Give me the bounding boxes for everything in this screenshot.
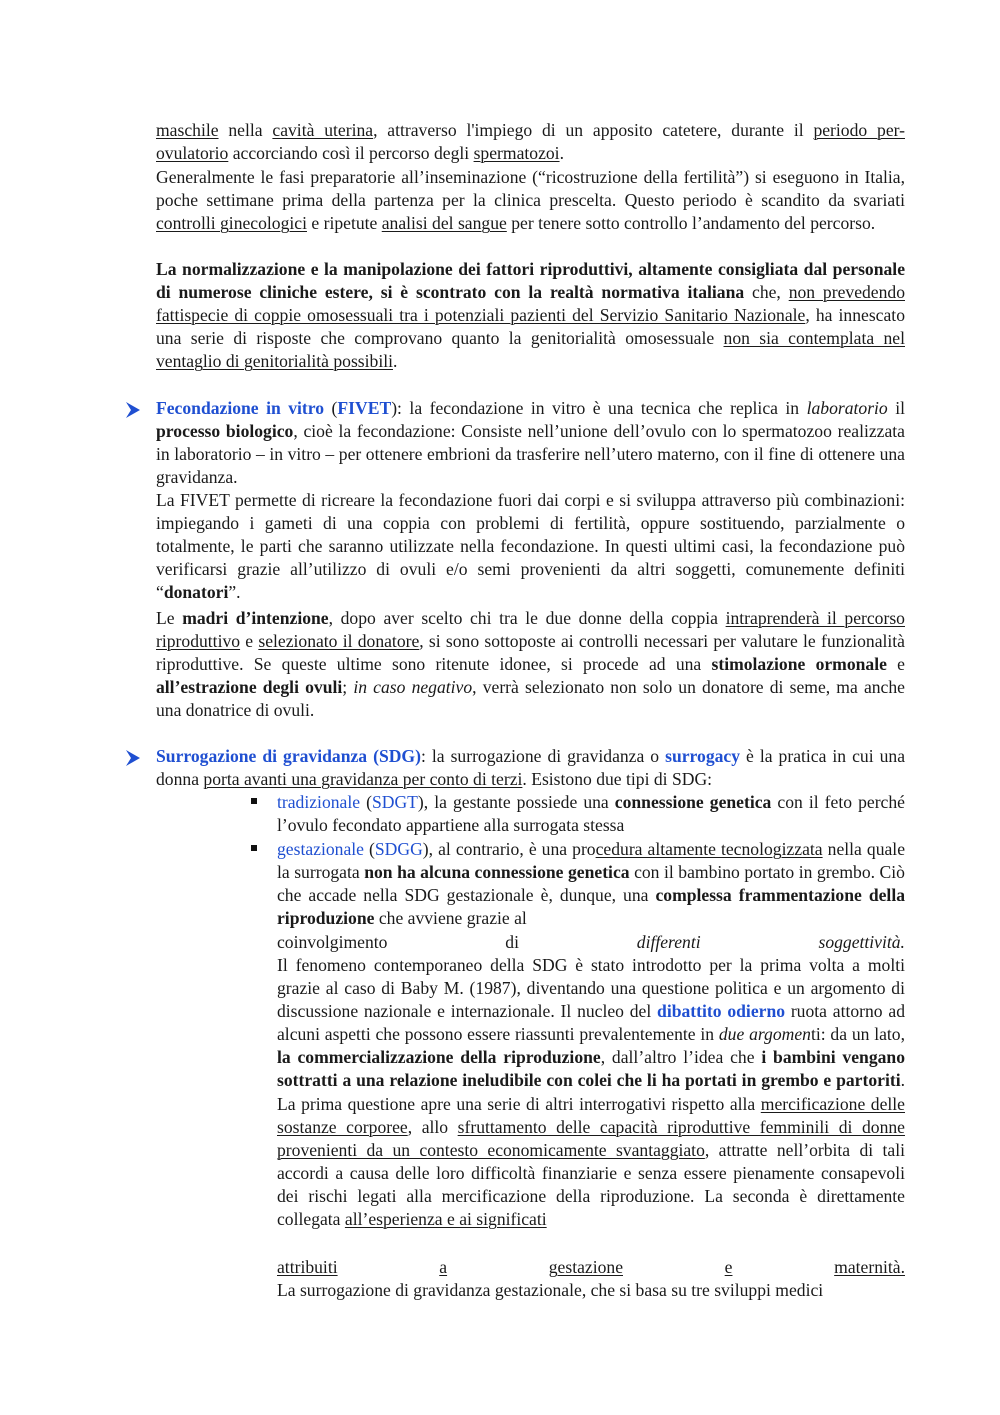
text-run: , cioè la fecondazione: Consiste nell’unione dell’ovulo con lo spermatozoo realizzata in laboratorio – in vitro – per ottenere embrioni da trasferire nell’utero materno, con il fine di ottenere una gravidanza. [156,421,905,488]
text-run: è la pratica in cui una donna [156,746,906,790]
text-run: e [240,631,259,652]
word: soggettività. [818,932,905,952]
text-run: . La prima questione apre una serie di altri interrogativi rispetto alla [277,1070,905,1114]
text-run: ruota attorno ad alcuni aspetti che possono essere riassunti prevalentemente in [277,1001,905,1045]
text-run: che avviene grazie al [374,908,527,929]
word: maternità. [834,1257,905,1277]
sdg-debate-paragraph [277,954,905,1231]
fivet-paragraph-3 [156,607,905,722]
text-run: all’estrazione degli ovuli [156,677,343,698]
fivet-paragraph-1 [156,397,905,489]
text-run: i bambini vengano sottratti a una relazione ineludibile con colei che li ha portati in grembo e partoriti [277,1047,905,1091]
text-run: ), al contrario, è una pro [422,839,596,859]
text-run: controlli ginecologici [156,213,307,234]
text-run: tradizionale [277,792,361,812]
intro-paragraph-3 [156,258,905,373]
text-run: ), la gestante possiede una [417,792,615,812]
text-run: con il bambino portato in grembo. Ciò che accade nella SDG gestazionale è, dunque, una [277,862,905,906]
text-run: periodo per-ovulatorio [156,120,905,164]
word: gestazione [548,1257,623,1277]
text-run: che, [744,282,789,303]
text-run: ( [324,398,338,418]
text-run: ( [360,792,372,812]
text-run: stimolazione ormonale [711,654,887,675]
text-run: , si sono sottoposte ai controlli necessari per valutare le funzionalità riproduttive. Se queste ultime sono ritenute idonee, si procede ad una [156,631,905,675]
fivet-paragraph-2 [156,489,905,604]
word: a [439,1257,448,1277]
text-run: gestazionale [277,839,364,859]
text-run: accorciando così il percorso degli [228,143,474,164]
text-run: analisi del sangue [381,213,507,234]
square-bullet-icon [251,798,257,804]
text-run: processo biologico [156,421,294,442]
text-run: e [886,654,905,675]
text-run: SDGT [371,792,418,812]
text-run: ): la fecondazione in vitro è una tecnica che replica in [391,398,807,418]
text-run: , verrà selezionato non solo un donatore di seme, ma anche una donatrice di ovuli. [156,677,905,721]
text-run: La FIVET permette di ricreare la fecondazione fuori dai corpi e si sviluppa attraverso più combinazioni: impiegando i gameti di una coppia con problemi di fertilità, oppure sostituendo, parzialmente o totalmente, le parti che saranno utilizzate nella fecondazione. In questi ultimi casi, la fecondazione può verificarsi grazie all’utilizzo di ovuli e/o semi provenienti da altri soggetti, comunemente definiti “ [156,490,905,603]
text-run: madri d’intenzione [182,608,329,628]
text-run: ti: da un lato, [810,1024,905,1045]
text-run: connessione genetica [614,792,772,812]
sdg-justified-line-2 [277,1256,905,1279]
text-run: , attratte nell’orbita di tali accordi a causa delle loro difficoltà finanziarie e senza essere pienamente consapevoli dei rischi legati alla mercificazione della riproduzione. La seconda è direttamente collegata [277,1139,905,1230]
text-run: surrogacy [665,746,741,766]
sdg-last-line: La surrogazione di gravidanza gestazionale, che si basa su tre sviluppi medici [277,1280,824,1300]
text-run: selezionato il donatore [258,631,420,652]
text-run: complessa frammentazione della riproduzione [277,885,905,929]
word: coinvolgimento [277,932,388,952]
text-run: : la surrogazione di gravidanza o [420,746,666,766]
text-run: all’esperienza e ai significati [344,1209,547,1230]
text-run: Il fenomeno contemporaneo della SDG è stato introdotto per la prima volta a molti grazie al caso di Baby M. (1987), diventando una questione politica e un argomento di discussione nazionale e internazionale. Il nucleo del [277,955,905,1022]
text-run: SDGG [374,839,423,859]
text-run: due argomen [718,1024,811,1045]
text-run: nella [218,120,273,140]
square-bullet-icon [251,845,257,851]
text-run: in caso negativo [353,677,473,698]
text-run: con il feto perché l’ovulo fecondato appartiene alla surrogata stessa [277,792,905,836]
text-run: sfruttamento delle capacità riproduttive femminili di donne provenienti da un contesto economicamente svantaggiato [277,1116,905,1160]
text-run: il [887,398,905,418]
sdg-paragraph-1 [156,745,905,791]
text-run: , dall’altro l’idea che [600,1047,762,1068]
sdg-justified-line [277,931,905,954]
text-run: mercificazione delle sostanze corporee [277,1093,905,1137]
text-run: dibattito odierno [657,1001,786,1022]
text-run: . [559,143,564,164]
arrow-bullet-icon [124,749,142,767]
text-run: cedura altamente tecnologizzata [595,839,823,859]
text-run: ”. [228,582,241,603]
text-run: cavità uterina [272,120,374,140]
sdg-item-gestational [277,838,905,930]
text-run: . Esistono due tipi di SDG: [522,769,713,790]
text-run: FIVET [337,398,392,418]
word: attribuiti [277,1257,338,1277]
intro-paragraph-2 [156,166,905,235]
text-run: la commercializzazione della riproduzione [277,1047,601,1068]
text-run: Surrogazione di gravidanza (SDG) [156,746,421,766]
text-run: donatori [163,582,229,603]
text-run: non sia contemplata nel ventaglio di genitorialità possibili [156,328,905,372]
text-run: Le [156,608,183,628]
text-run: laboratorio [806,398,888,418]
text-run: ; [342,677,354,698]
text-run: per tenere sotto controllo l’andamento del percorso. [506,213,876,234]
text-run: , attraverso l'impiego di un apposito catetere, durante il [373,120,814,140]
text-run: , ha innescato una serie di risposte che comprovano quanto la genitorialità omosessuale [156,305,905,349]
arrow-bullet-icon [124,401,142,419]
text-run: Generalmente le fasi preparatorie all’inseminazione (“ricostruzione della fertilità”) si eseguono in Italia, poche settimane prima della partenza per la clinica prescelta. Questo periodo è scandito da svariati [156,167,905,211]
text-run: maschile [156,120,219,140]
text-run: spermatozoi [473,143,560,164]
text-run: nella quale la surrogata [277,839,906,883]
text-run: intraprenderà il percorso riproduttivo [156,608,905,652]
text-run: Fecondazione in vitro [156,398,325,418]
text-run: . [393,351,398,372]
text-run: La normalizzazione e la manipolazione dei fattori riproduttivi, altamente consigliata dal personale di numerose cliniche estere, si è scontrato con la realtà normativa italiana [156,259,905,303]
sdg-item-traditional [277,791,905,837]
word: e [724,1257,733,1277]
text-run: , allo [407,1116,458,1137]
text-run: , dopo aver scelto chi tra le due donne della coppia [328,608,726,628]
word: differenti [636,932,701,952]
text-run: e ripetute [306,213,382,234]
intro-paragraph-1 [156,119,905,165]
text-run: porta avanti una gravidanza per conto di terzi [203,769,523,790]
text-run: ( [363,839,375,859]
word: di [505,932,519,952]
text-run: non prevedendo fattispecie di coppie omosessuali tra i potenziali pazienti del Servizio Sanitario Nazionale [156,282,905,326]
text-run: non ha alcuna connessione genetica [364,862,630,883]
